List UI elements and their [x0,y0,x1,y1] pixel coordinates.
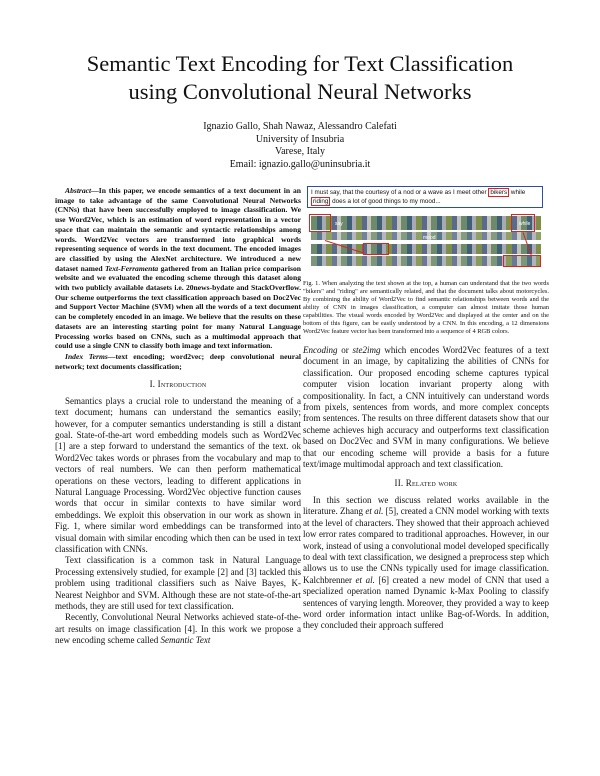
intro-paragraph-3-italic: Semantic Text [160,635,211,646]
affiliation: University of Insubria [255,133,345,145]
right-intro-em1: Encoding [303,345,338,355]
title-line-1: Semantic Text Encoding for Text Classification [86,51,514,76]
visual-word-strip-1 [311,216,541,230]
right-column [303,182,549,632]
section-heading-related-work: II. Related work [394,478,458,489]
label-mood: mood [423,235,436,241]
zoom-box-1 [363,243,389,255]
abstract-text: —In this paper, we encode semantics of a text document in an image to take advantage of the same Convolutional Neural Networks (CNNs) that have been successfully employed to image classification. We use Word2Vec, which is an estimation of word representation in a vector space that can maintain the semantic and syntactic relationships among words. Word2Vec vectors are transformed into graphical words representing sequence of words in the text document. The encoded images are classified by using the AlexNet architecture. We introduced a new dataset named [55,186,301,273]
encoded-word-box-bikers [309,214,331,232]
abstract [55,186,301,351]
abstract-text-2: gathered from an Italian price comparison website and we evaluated the encoding scheme through this dataset along with two publicly available datasets i.e. 20news-bydate and StackOverflow. Our scheme outperforms the text classification approach based on Doc2Vec and Support Vector Machine (SVM) when all the words of a text document can be completely encoded in an image. We believe that the results on these datasets are an interesting starting point for many Natural Language Processing works based on CNNs, such as a multimodal approach that could use a single CNN to classify both image and text information. [55,263,301,351]
right-intro-or: or [337,345,353,355]
intro-paragraph-3-text: Recently, Convolutional Neural Networks achieved state-of-the-art results on image classification [4]. In this work we propose a new encoding scheme called [55,612,301,646]
related-text-3: [6] created a new model of CNN that used a specialized operation named Dynamic k-Max Pooling to classify sentences of varying length. Moreover, they provided a way to keep word order information intact unlike Bag-of-Words. In addition, they concluded their approach suffered [303,574,549,631]
label-say: say [335,221,343,227]
location: Varese, Italy [275,146,325,158]
highlight-riding: riding [313,198,329,205]
zoom-box-2 [503,255,541,267]
index-terms [55,352,301,371]
highlight-bikers: bikers [490,189,508,196]
label-while: while [519,221,531,227]
figure-1-caption: Fig. 1. When analyzing the text shown at the top, a human can understand that the two words "bikers" and "riding" are semantically related, and that the document talks about motorcycles. By combining the ability of Word2Vec to find semantic relationships between words and the ability of CNN in images classification, a computer can almost imitate those human capabilities. The visual words encoded by Word2Vec and displayed at the center and on the bottom of this figure, can be easily understood by a CNN. In this encoding, a 12 dimensions Word2Vec feature vector has been transformed into a sequence of 4 RGB colors. [303,280,549,335]
intro-paragraph-1: Semantics plays a crucial role to understand the meaning of a text document; humans can understand the semantics easily; however, for a computer semantics understanding is still a distant goal. State-of-the-art word embedding models such as Word2Vec [1] are a step forward to understand the semantics of the text. ok Word2Vec takes words or phrases from the vocabulary and map to vectors of real numbers. We can then perform mathematical operations on these vectors, leading to different applications in Natural Language Processing. Word2Vec objective function causes words that occur in similar contexts to have similar word embeddings. We exploit this observation in our work as shown in Fig. 1, where similar word embeddings can be transformed into visual domain with similar encoding which then can be used in text classification with CNNs. [55,395,301,555]
section-heading-introduction: I. Introduction [149,379,207,390]
right-intro-text: which encodes Word2Vec features of a text document in an image, by capitalizing the abilities of CNNs for classification. Our proposed encoding scheme captures typical computer vision location invariant property along with compositionality. In fact, a CNN intuitively can understand words from pixels, sentences from words, and more complex concepts from sentences. The results on three different datasets show that our scheme achieves high accuracy and outperforms text classification based on Doc2Vec and SVM in many configurations. We believe that our encoding scheme will provide a basis for a future text/image multimodal approach and text classification. [303,345,549,470]
related-text-2: [5], created a CNN model working with texts at the level of characters. They showed that their approach achieved low error rates compared to traditional approaches. However, in our work, instead of using a convolutional model developed specifically to deal with text classification, we designed a preprocess step which allows us to use the CNNs typically used for image classification. Kalchbrenner [303,506,549,585]
abstract-label: Abstract [65,186,92,195]
figure-text-part-2: while [509,189,526,196]
related-paragraph [303,495,549,632]
intro-paragraph-3 [55,612,301,646]
figure-sample-text [307,186,543,208]
author-block [0,121,600,171]
figure-text-part-1: I must say, that the courtesy of a nod or a wave as I meet other [311,189,489,196]
visual-word-strip-3 [311,244,541,254]
index-terms-text: —text encoding; word2vec; deep convolutional neural network; text documents classification; [55,351,302,371]
author-names: Ignazio Gallo, Shah Nawaz, Alessandro Calefati [203,121,397,132]
right-intro-em2: ste2img [352,345,381,355]
abstract-dataset: Text-Ferramenta [104,263,159,273]
related-etal-2: et al. [355,574,375,585]
right-intro-paragraph [303,345,549,470]
figure-text-part-3: does a lot of good things to my mood... [330,198,441,205]
figure-1 [303,182,549,274]
paper-title [0,50,600,106]
index-terms-label: Index Terms [65,351,108,361]
related-etal-1: et al. [365,506,384,517]
related-text-1: In this section we discuss related works available in the literature. Zhang [303,494,549,517]
email: Email: ignazio.gallo@uninsubria.it [229,158,371,170]
title-line-2: using Convolutional Neural Networks [128,79,472,104]
left-column [55,186,301,647]
intro-paragraph-2: Text classification is a common task in Natural Language Processing extensively studied, for example [2] and [3] tackled this problem using traditional classifiers such as Naive Bayes, K-Nearest Neighbor and SVM. Although these are not state-of-the-art methods, they are still used for text classification. [55,555,301,612]
